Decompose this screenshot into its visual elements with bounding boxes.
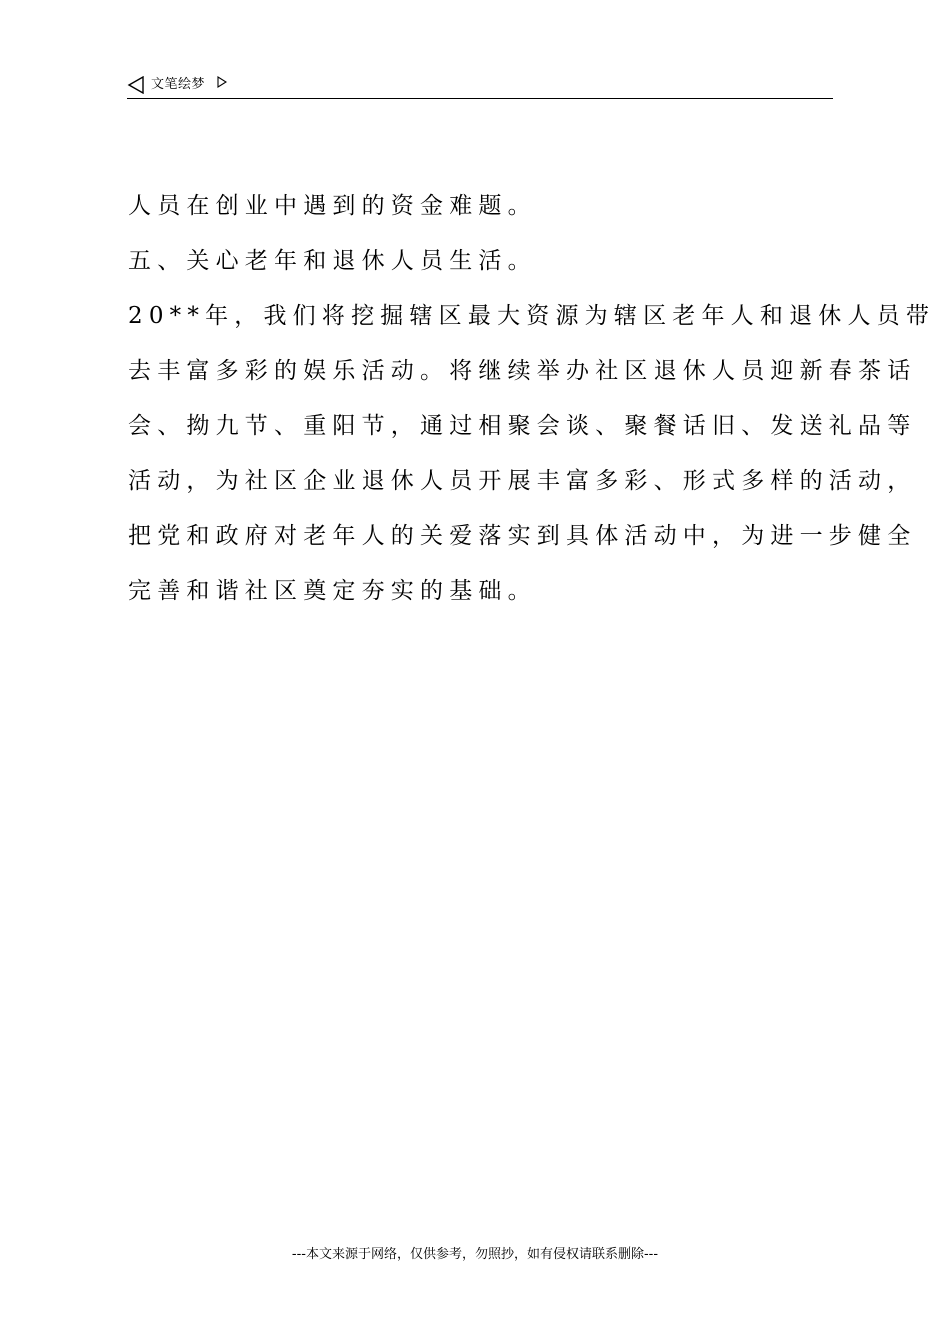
document-body — [128, 179, 936, 619]
text-line: 20**年，我们将挖掘辖区最大资源为辖区老年人和退休人员带 — [128, 303, 936, 329]
text-line: 会、拗九节、重阳节，通过相聚会谈、聚餐话旧、发送礼品等 — [128, 413, 917, 439]
text-line: 把党和政府对老年人的关爱落实到具体活动中，为进一步健全 — [128, 523, 917, 549]
text-line: 人员在创业中遇到的资金难题。 — [128, 193, 537, 219]
triangle-right-icon — [217, 76, 227, 88]
header-title: 文笔绘梦 — [151, 77, 206, 92]
page-footer: ---本文来源于网络，仅供参考，勿照抄，如有侵权请联系删除--- — [291, 1247, 659, 1262]
text-line: 去丰富多彩的娱乐活动。将继续举办社区退休人员迎新春茶话 — [128, 358, 917, 384]
text-line: 完善和谐社区奠定夯实的基础。 — [128, 578, 537, 604]
page-header — [127, 72, 833, 99]
triangle-left-icon — [127, 76, 145, 94]
text-line: 活动，为社区企业退休人员开展丰富多彩、形式多样的活动， — [128, 468, 917, 494]
section-heading: 五、关心老年和退休人员生活。 — [128, 248, 537, 274]
